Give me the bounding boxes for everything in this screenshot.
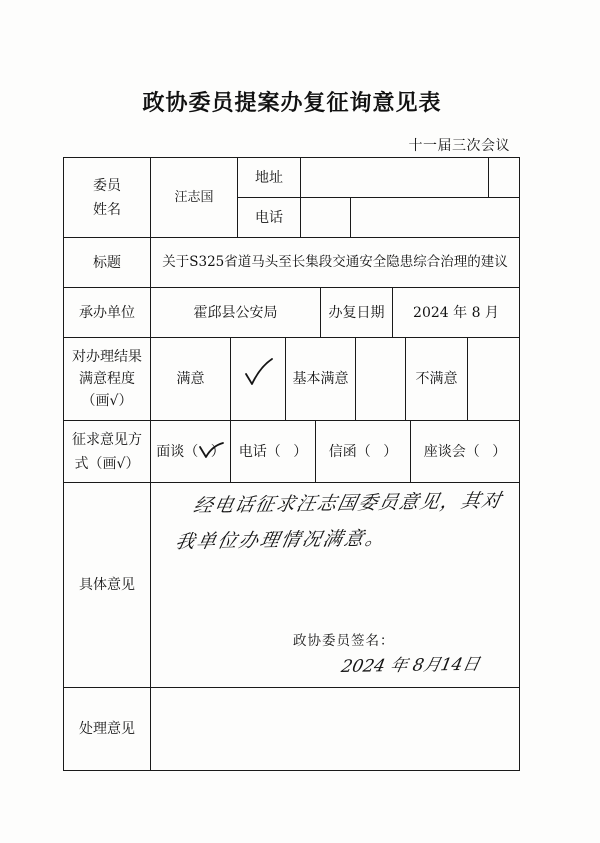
reply-date-value-cell (392, 287, 520, 338)
handwritten-opinion-line: 经电话征求汪志国委员意见，其对 (191, 489, 505, 517)
satisfaction-label-line: 满意程度 (79, 371, 135, 387)
address-label: 地址 (255, 169, 283, 186)
member-name-cell (150, 157, 238, 238)
satisfaction-option-satisfied (150, 337, 231, 421)
check-mark-icon (240, 355, 280, 391)
subject-value: 关于S325省道马头至长集段交通安全隐患综合治理的建议 (162, 253, 508, 270)
consult-label-cell (63, 420, 151, 483)
option-label: 信函（ ） (328, 443, 398, 460)
processing-content-cell (150, 687, 520, 771)
satisfaction-option-basic (285, 337, 356, 421)
satisfaction-label-line: （画√） (81, 393, 133, 409)
subject-value-cell (150, 237, 520, 288)
handler-value-cell (150, 287, 321, 338)
option-label: 不满意 (415, 371, 458, 387)
consult-label-line: 式（画√） (74, 455, 140, 472)
phone-value-cell (300, 197, 520, 238)
session-label: 十一届三次会议 (408, 138, 510, 154)
subject-label: 标题 (93, 254, 121, 271)
check-mark-icon (196, 438, 228, 462)
subject-label-cell (63, 237, 151, 288)
handler-label: 承办单位 (79, 304, 135, 321)
handler-label-cell (63, 287, 151, 338)
satisfaction-option-unsatisfied (405, 337, 468, 421)
satisfaction-label-cell (63, 337, 151, 421)
cell-divider (350, 197, 351, 237)
signature-date: 2024 年 8月14日 (339, 654, 482, 677)
handwritten-opinion-line: 我单位办理情况满意。 (173, 527, 389, 553)
consult-option-forum (410, 420, 520, 483)
reply-date-label-cell (320, 287, 393, 338)
cell-divider (488, 157, 489, 197)
satisfaction-mark-unsatisfied (467, 337, 520, 421)
handler-value: 霍邱县公安局 (193, 304, 278, 321)
opinion-label-cell (63, 482, 151, 688)
member-label-line: 委员 (93, 177, 121, 194)
signature-label: 政协委员签名： (293, 633, 395, 649)
consult-option-phone (230, 420, 316, 483)
consult-label-line: 征求意见方 (72, 431, 142, 448)
option-label: 基本满意 (292, 371, 349, 387)
option-label: 面谈（ ） (156, 443, 225, 460)
consult-option-letter (315, 420, 411, 483)
phone-label: 电话 (255, 209, 283, 226)
satisfaction-label-line: 对办理结果 (72, 349, 142, 365)
opinion-label: 具体意见 (79, 577, 135, 593)
reply-date-label: 办复日期 (328, 304, 385, 321)
reply-date-value: 2024 年 8 月 (413, 304, 499, 321)
option-label: 电话（ ） (238, 443, 308, 460)
address-value-cell (300, 157, 520, 198)
option-label: 座谈会（ ） (423, 443, 507, 460)
satisfaction-mark-basic (355, 337, 406, 421)
member-label-line: 姓名 (93, 201, 121, 218)
option-label: 满意 (176, 371, 205, 387)
member-label-cell (63, 157, 151, 238)
address-label-cell (237, 157, 301, 198)
document-title: 政协委员提案办复征询意见表 (142, 90, 442, 116)
processing-label: 处理意见 (79, 721, 135, 737)
member-name: 汪志国 (174, 190, 214, 205)
phone-label-cell (237, 197, 301, 238)
processing-label-cell (63, 687, 151, 771)
